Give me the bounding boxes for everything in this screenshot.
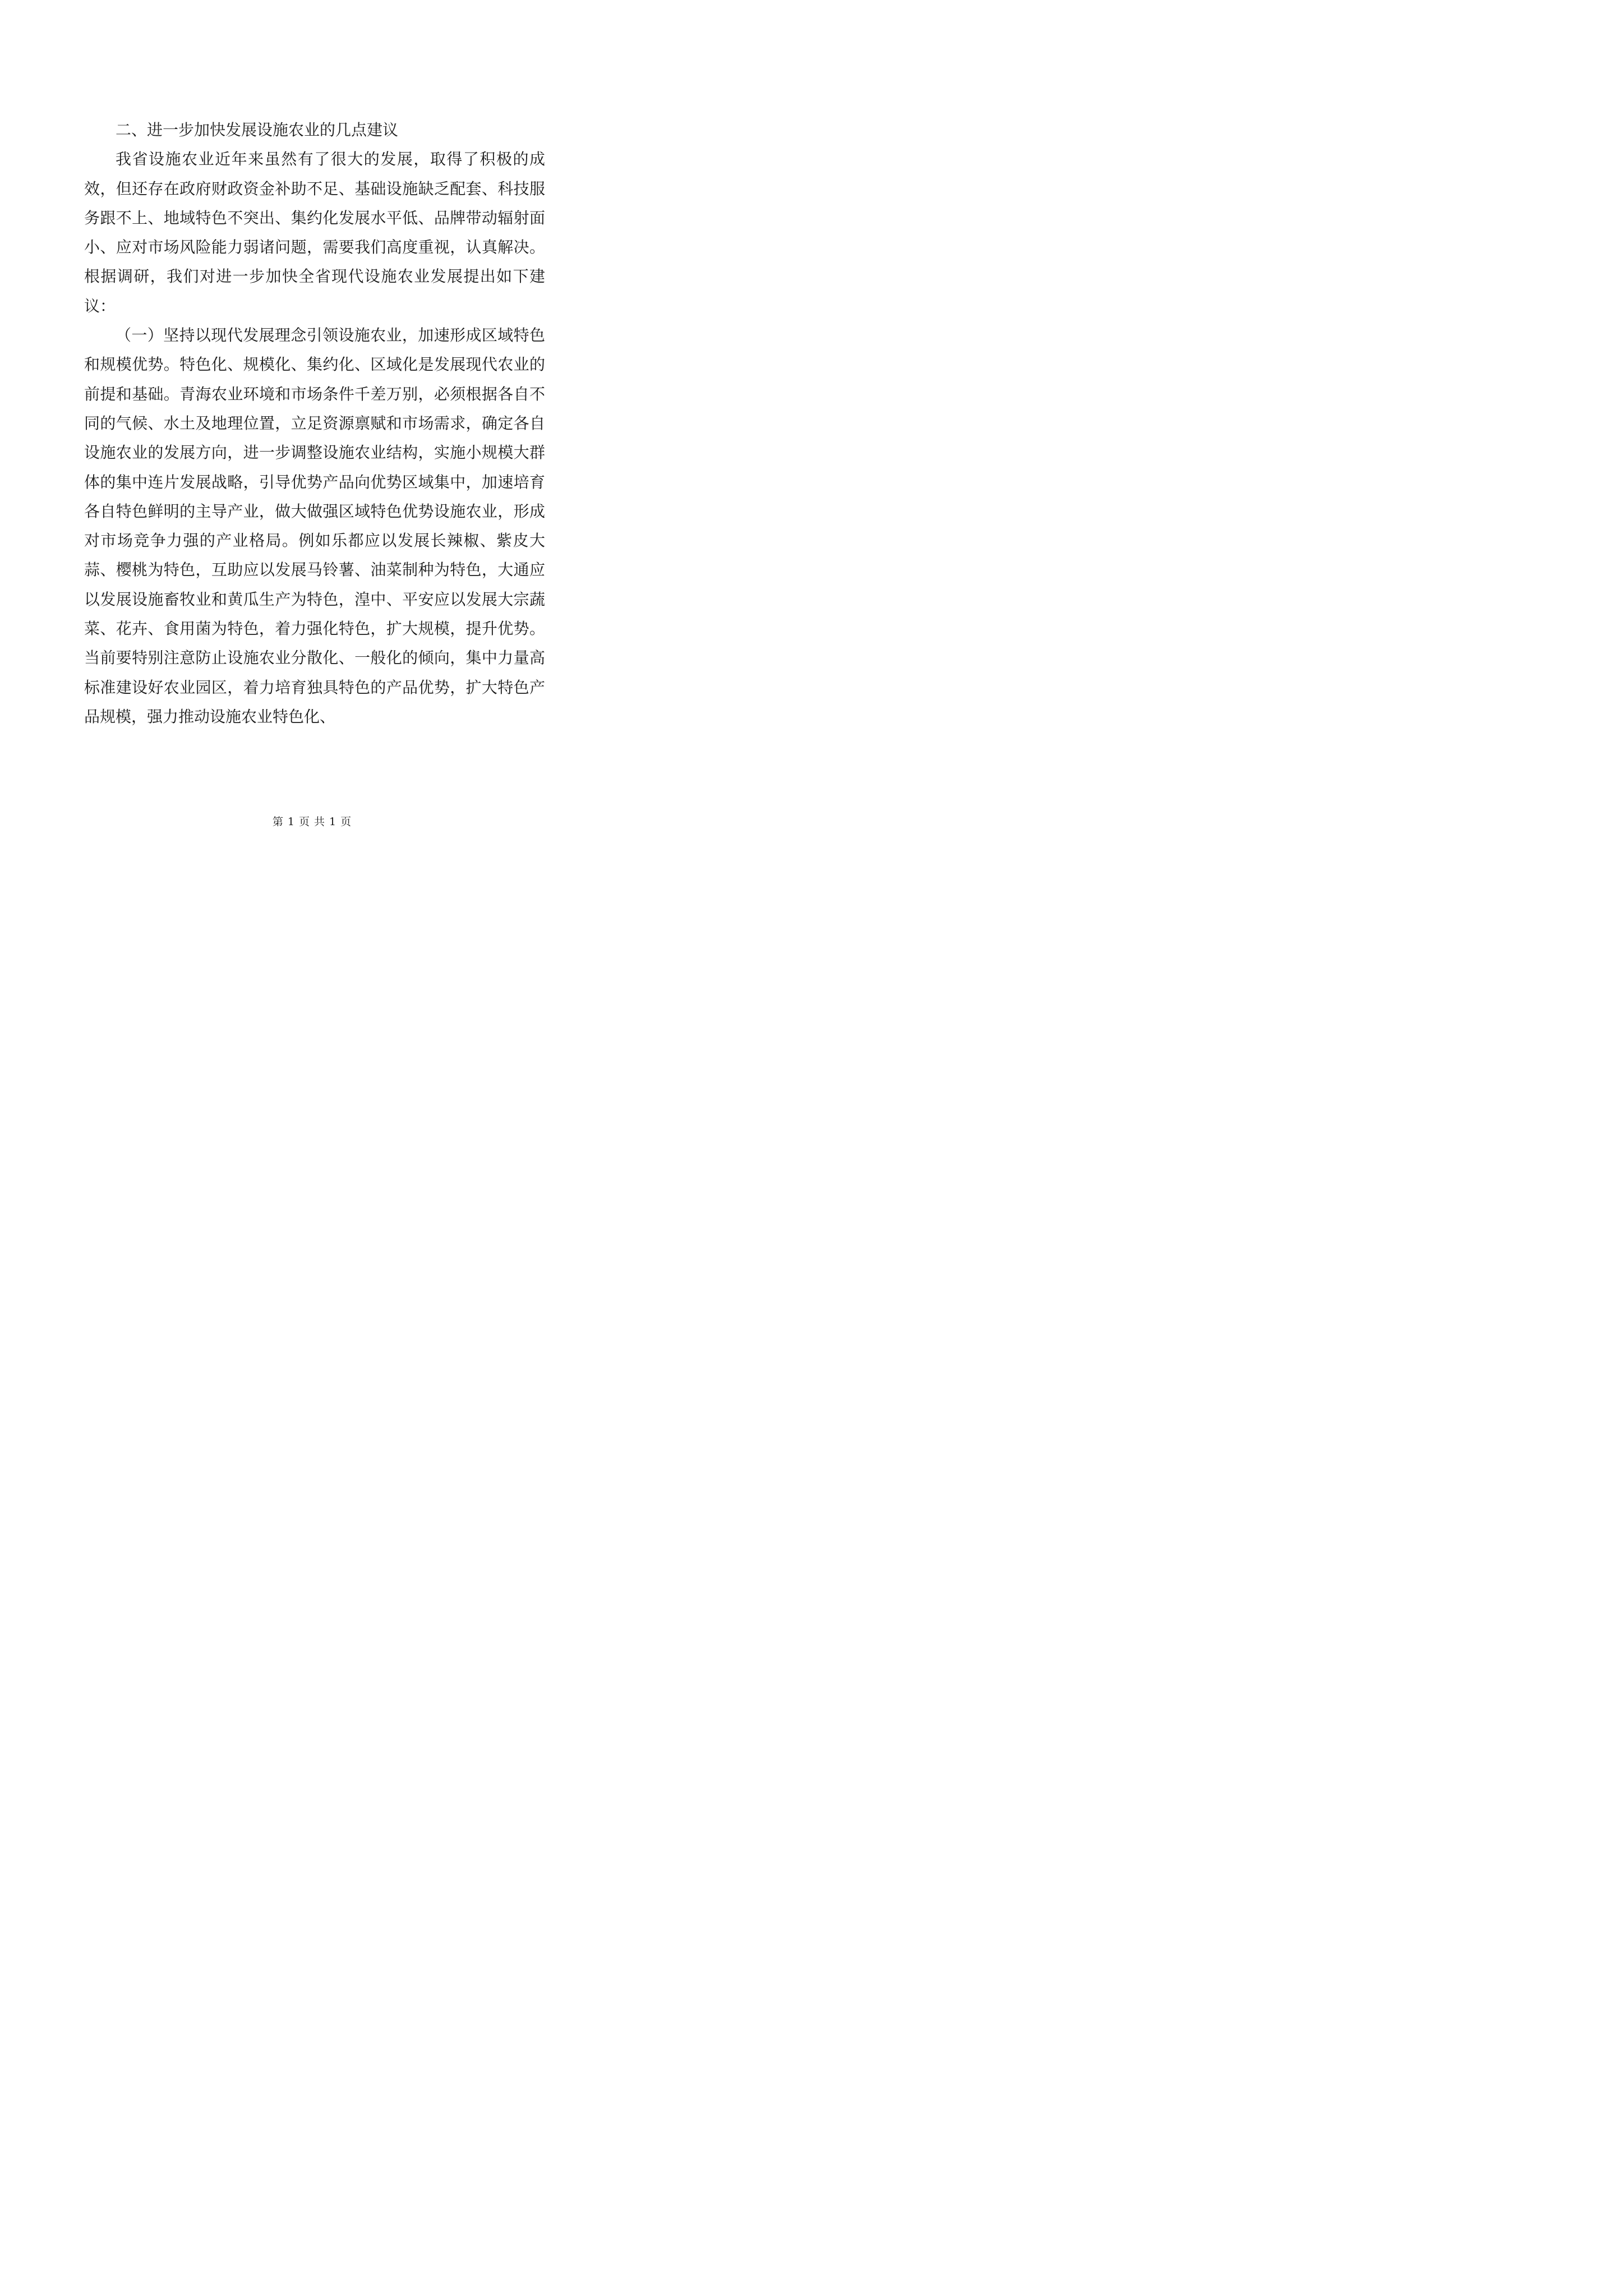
paragraph-suggestion-1: （一）坚持以现代发展理念引领设施农业，加速形成区域特色和规模优势。特色化、规模化、集约化、区域化是发展现代农业的前提和基础。青海农业环境和市场条件千差万别，必须根据各自不同的气候、水土及地理位置，立足资源禀赋和市场需求，确定各自设施农业的发展方向，进一步调整设施农业结构，实施小规模大群体的集中连片发展战略，引导优势产品向优势区域集中，加速培育各自特色鲜明的主导产业，做大做强区域特色优势设施农业，形成对市场竞争力强的产业格局。例如乐都应以发展长辣椒、紫皮大蒜、樱桃为特色，互助应以发展马铃薯、油菜制种为特色，大通应以发展设施畜牧业和黄瓜生产为特色，湟中、平安应以发展大宗蔬菜、花卉、食用菌为特色，着力强化特色，扩大规模，提升优势。当前要特别注意防止设施农业分散化、一般化的倾向，集中力量高标准建设好农业园区，着力培育独具特色的产品优势，扩大特色产品规模，强力推动设施农业特色化、 [84, 326, 545, 726]
paragraph-intro: 我省设施农业近年来虽然有了很大的发展，取得了积极的成效，但还存在政府财政资金补助不足、基础设施缺乏配套、科技服务跟不上、地域特色不突出、集约化发展水平低、品牌带动辐射面小、应对市场风险能力弱诸问题，需要我们高度重视，认真解决。根据调研，我们对进一步加快全省现代设施农业发展提出如下建议： [84, 150, 545, 315]
document-page [0, 0, 624, 883]
page-footer: 第 1 页 共 1 页 [272, 816, 352, 828]
section-heading: 二、进一步加快发展设施农业的几点建议 [116, 121, 399, 139]
document-body [84, 116, 545, 731]
